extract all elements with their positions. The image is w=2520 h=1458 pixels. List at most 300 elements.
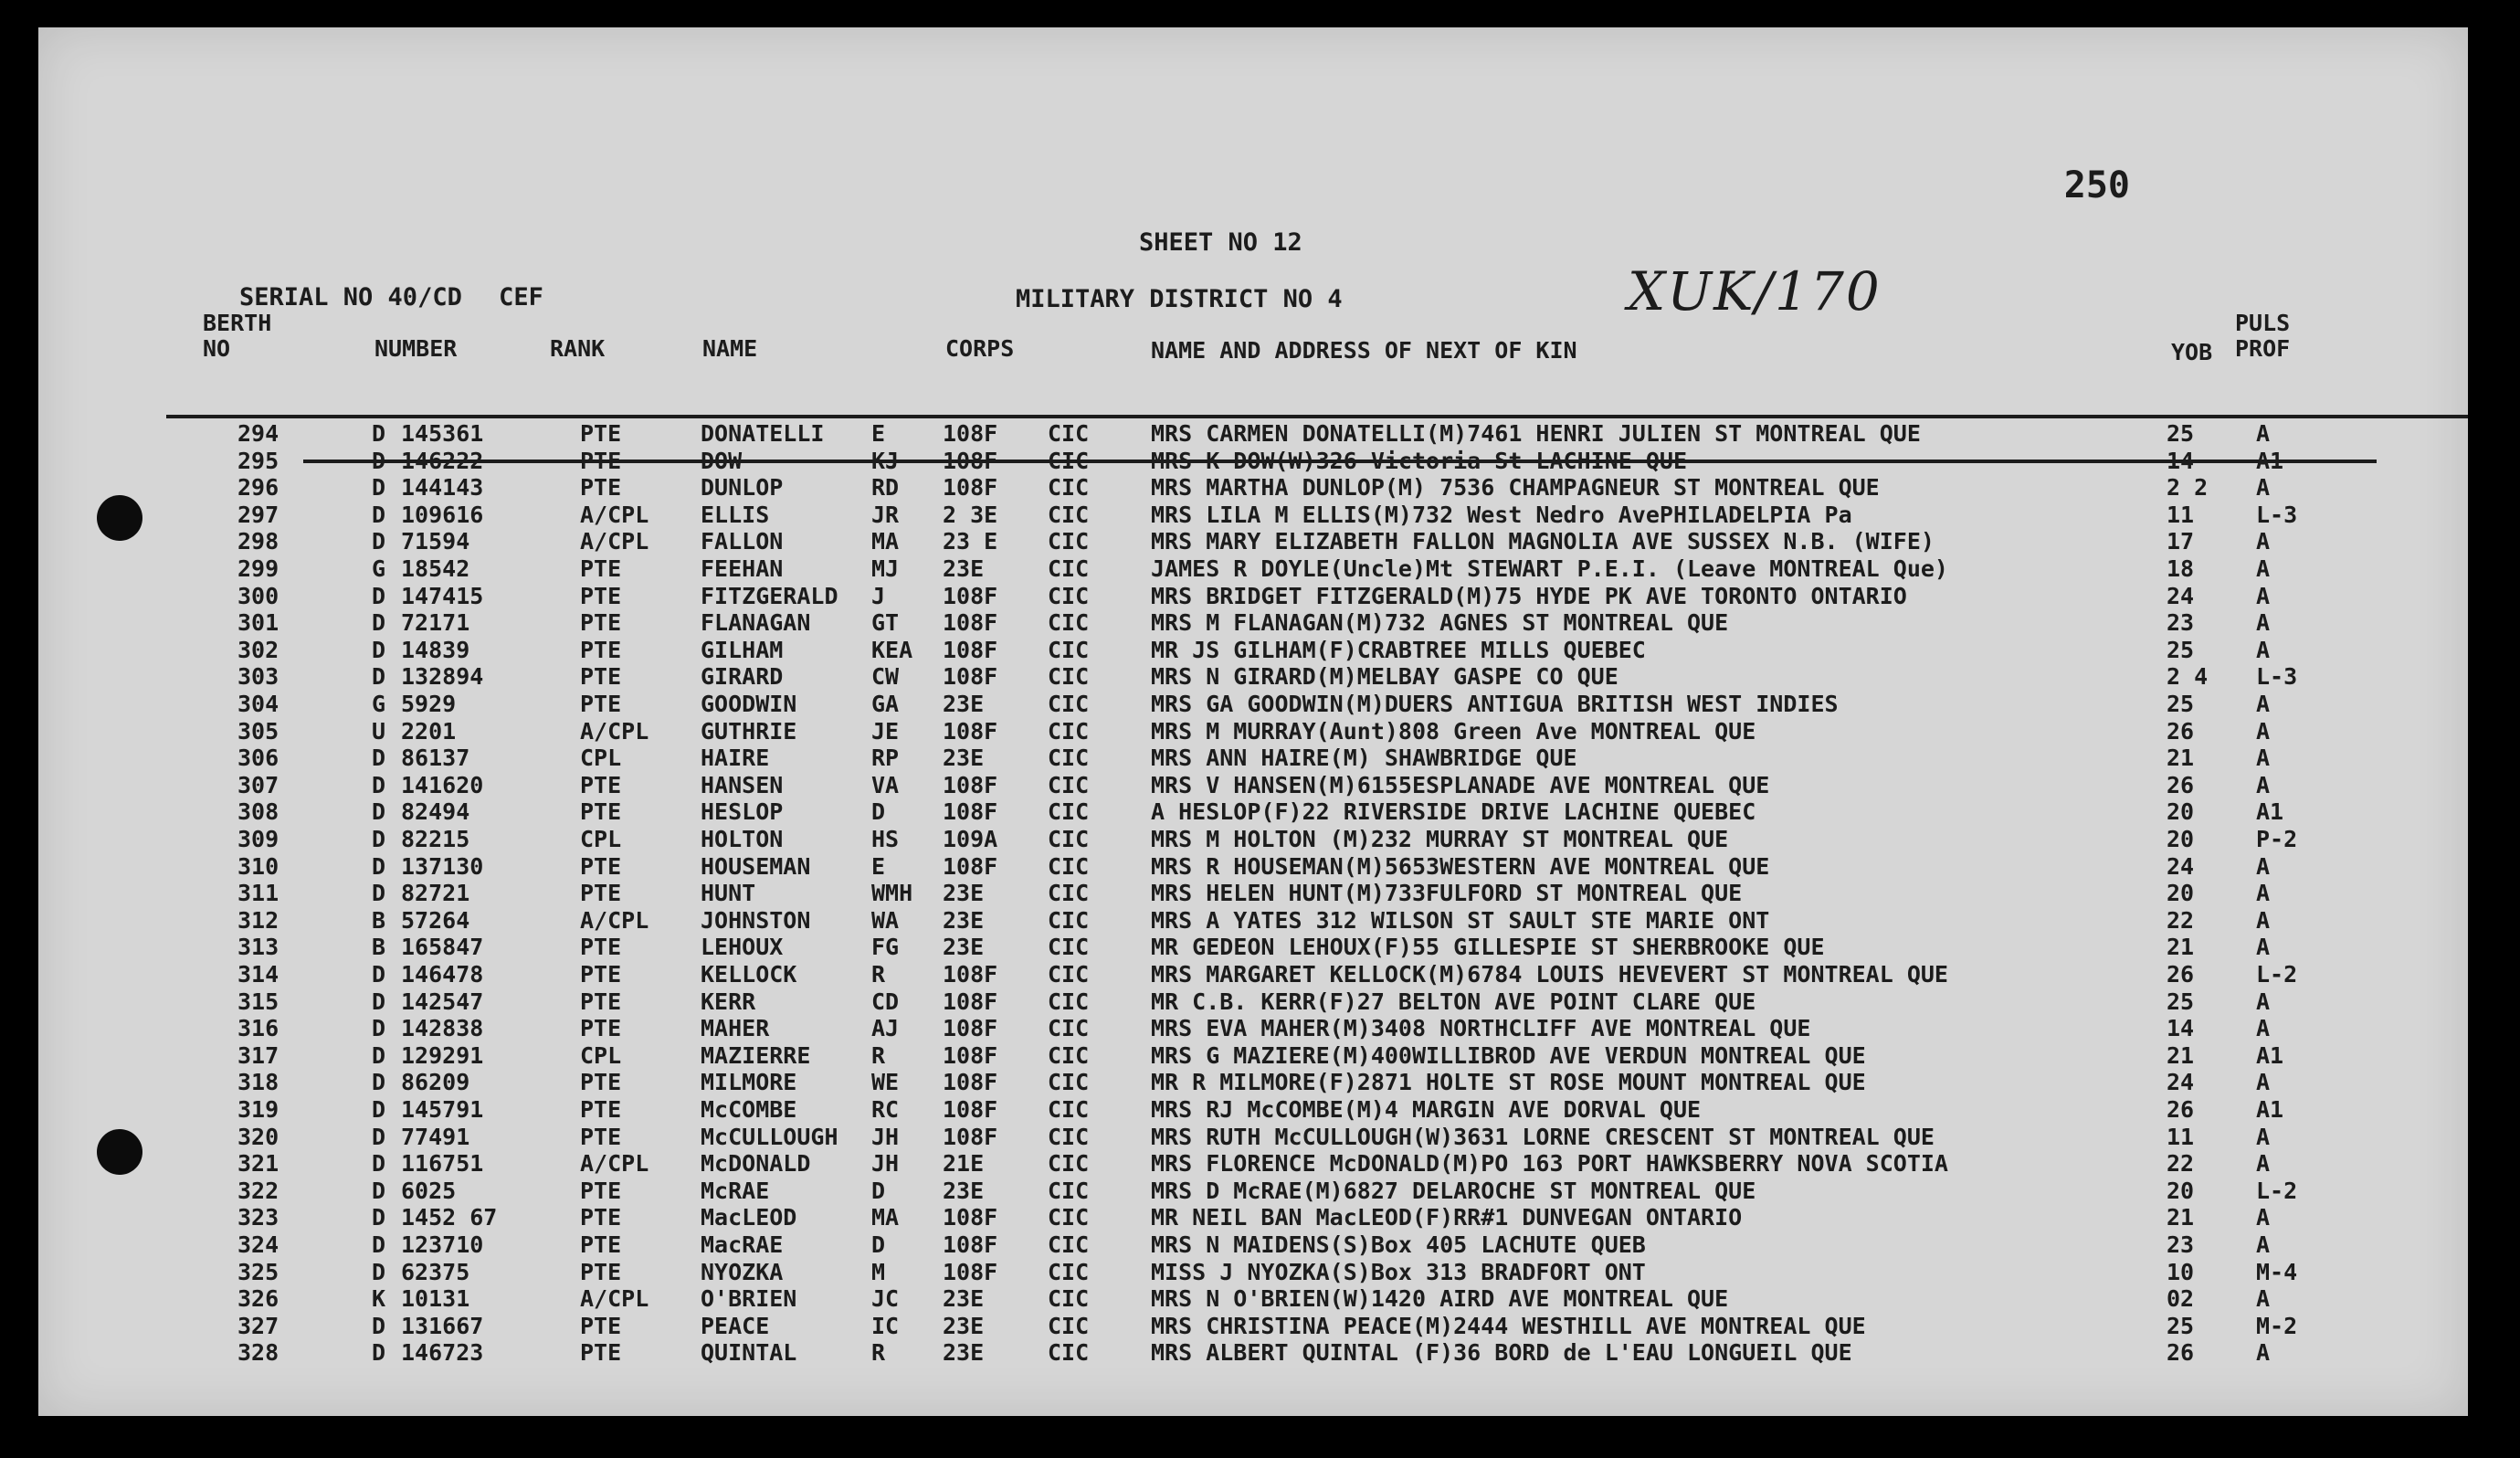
berth-cell: 323 [237,1204,279,1231]
table-row [38,474,2468,502]
rank-cell: PTE [580,609,622,637]
corps-cell: 108F [943,852,998,880]
rank-cell: PTE [580,1312,622,1339]
initials-cell: GA [871,691,900,717]
berth-cell: 314 [237,961,279,988]
next-of-kin-cell: JAMES R DOYLE(Uncle)Mt STEWART P.E.I. (Leave MONTREAL Que) [1151,555,1948,582]
initials-cell: R [871,961,886,988]
berth-cell: 324 [237,1231,279,1258]
rank-cell: PTE [580,1069,622,1096]
number-cell: 146723 [401,1339,484,1367]
berth-cell: 326 [237,1285,279,1313]
number-cell: 62375 [401,1258,470,1285]
prefix-cell: D [372,1204,386,1231]
puls-prof-cell: P-2 [2256,826,2298,852]
number-cell: 1452 67 [401,1204,498,1231]
table-row [38,853,2468,881]
number-cell: 82215 [401,826,470,852]
next-of-kin-cell: MRS FLORENCE McDONALD(M)PO 163 PORT HAWKSBERRY NOVA SCOTIA [1151,1150,1948,1178]
rank-cell: PTE [580,691,622,717]
number-cell: 146478 [401,961,484,988]
prefix-cell: D [372,880,386,907]
puls-prof-cell: M-4 [2256,1258,2298,1285]
puls-prof-cell: A [2256,1123,2271,1150]
unit-cell: CIC [1048,934,1090,961]
surname-cell: O'BRIEN [701,1285,797,1313]
surname-cell: NYOZKA [701,1258,784,1285]
punch-hole-top [97,495,142,541]
surname-cell: McCOMBE [701,1096,797,1123]
puls-prof-cell: L-3 [2256,501,2298,528]
berth-cell: 312 [237,906,279,934]
prefix-cell: G [372,691,386,717]
corps-cell: 2 3E [943,501,998,528]
initials-cell: E [871,420,886,447]
rank-cell: A/CPL [580,501,649,528]
table-row [38,988,2468,1016]
next-of-kin-cell: MRS RUTH McCULLOUGH(W)3631 LORNE CRESCENT ST MONTREAL QUE [1151,1123,1935,1150]
surname-cell: MAHER [701,1015,770,1042]
number-cell: 14839 [401,636,470,663]
rank-cell: PTE [580,1258,622,1285]
next-of-kin-cell: MRS A YATES 312 WILSON ST SAULT STE MARIE ONT [1151,906,1770,934]
surname-cell: FEEHAN [701,555,784,582]
unit-cell: CIC [1048,745,1090,772]
header-yob: YOB [2171,339,2213,365]
table-row [38,961,2468,988]
number-cell: 2201 [401,717,457,745]
initials-cell: HS [871,826,900,852]
next-of-kin-cell: MR GEDEON LEHOUX(F)55 GILLESPIE ST SHERBROOKE QUE [1151,934,1825,961]
prefix-cell: D [372,663,386,691]
table-row [38,609,2468,637]
next-of-kin-cell: MRS BRIDGET FITZGERALD(M)75 HYDE PK AVE TORONTO ONTARIO [1151,582,1907,609]
next-of-kin-cell: MRS G MAZIERE(M)400WILLIBROD AVE VERDUN MONTREAL QUE [1151,1041,1866,1069]
puls-prof-cell: A1 [2256,447,2284,474]
number-cell: 10131 [401,1285,470,1313]
rank-cell: A/CPL [580,717,649,745]
surname-cell: MAZIERRE [701,1041,811,1069]
prefix-cell: B [372,906,386,934]
number-cell: 86209 [401,1069,470,1096]
initials-cell: RC [871,1096,900,1123]
surname-cell: GOODWIN [701,691,797,717]
puls-prof-cell: A [2256,771,2271,798]
prefix-cell: D [372,1041,386,1069]
surname-cell: ELLIS [701,501,770,528]
yob-cell: 17 [2167,528,2195,555]
surname-cell: DONATELLI [701,420,825,447]
table-row [38,745,2468,772]
yob-cell: 26 [2167,961,2195,988]
unit-cell: CIC [1048,771,1090,798]
initials-cell: D [871,1177,886,1204]
prefix-cell: U [372,717,386,745]
header-rank: RANK [550,335,606,362]
puls-prof-cell: L-2 [2256,1177,2298,1204]
rank-cell: A/CPL [580,906,649,934]
number-cell: 147415 [401,582,484,609]
number-cell: 77491 [401,1123,470,1150]
puls-prof-cell: A1 [2256,1096,2284,1123]
number-cell: 82494 [401,798,470,826]
yob-cell: 2 2 [2167,474,2209,502]
rank-cell: PTE [580,420,622,447]
initials-cell: E [871,852,886,880]
rank-cell: PTE [580,663,622,691]
yob-cell: 21 [2167,745,2195,772]
table-row [38,1150,2468,1178]
yob-cell: 24 [2167,852,2195,880]
unit-cell: CIC [1048,691,1090,717]
initials-cell: JH [871,1150,900,1178]
puls-prof-cell: A [2256,852,2271,880]
unit-cell: CIC [1048,1041,1090,1069]
puls-prof-cell: A [2256,880,2271,907]
corps-cell: 108F [943,609,998,637]
table-row [38,583,2468,610]
header-rule [166,415,2468,418]
next-of-kin-cell: A HESLOP(F)22 RIVERSIDE DRIVE LACHINE QUEBEC [1151,798,1756,826]
rank-cell: A/CPL [580,1285,649,1313]
surname-cell: LEHOUX [701,934,784,961]
unit-cell: CIC [1048,528,1090,555]
prefix-cell: D [372,420,386,447]
table-row [38,420,2468,448]
rank-cell: PTE [580,582,622,609]
yob-cell: 20 [2167,880,2195,907]
prefix-cell: D [372,1177,386,1204]
number-cell: 86137 [401,745,470,772]
corps-cell: 21E [943,1150,985,1178]
strikethrough-line [303,460,2377,463]
corps-cell: 108F [943,1231,998,1258]
initials-cell: VA [871,771,900,798]
table-row [38,798,2468,826]
initials-cell: RD [871,474,900,502]
next-of-kin-cell: MRS N MAIDENS(S)Box 405 LACHUTE QUEB [1151,1231,1646,1258]
number-cell: 165847 [401,934,484,961]
rank-cell: PTE [580,852,622,880]
puls-prof-cell: L-3 [2256,663,2298,691]
unit-cell: CIC [1048,826,1090,852]
corps-cell: 108F [943,1258,998,1285]
corps-cell: 108F [943,798,998,826]
yob-cell: 10 [2167,1258,2195,1285]
puls-prof-cell: A [2256,906,2271,934]
corps-cell: 23E [943,745,985,772]
unit-cell: CIC [1048,1015,1090,1042]
table-row [38,1231,2468,1259]
prefix-cell: D [372,1096,386,1123]
yob-cell: 25 [2167,636,2195,663]
initials-cell: CW [871,663,900,691]
rank-cell: PTE [580,1231,622,1258]
initials-cell: RP [871,745,900,772]
corps-cell: 23E [943,1339,985,1367]
table-row [38,1096,2468,1124]
table-row [38,880,2468,907]
handwritten-note: XUK/170 [1628,260,1882,322]
table-row [38,718,2468,745]
berth-cell: 310 [237,852,279,880]
table-row [38,907,2468,935]
corps-cell: 109A [943,826,998,852]
next-of-kin-cell: MRS GA GOODWIN(M)DUERS ANTIGUA BRITISH WEST INDIES [1151,691,1839,717]
next-of-kin-cell: MR NEIL BAN MacLEOD(F)RR#1 DUNVEGAN ONTARIO [1151,1204,1743,1231]
initials-cell: WMH [871,880,913,907]
unit-cell: CIC [1048,636,1090,663]
corps-cell: 108F [943,1123,998,1150]
number-cell: 146222 [401,447,484,474]
rank-cell: PTE [580,1204,622,1231]
unit-cell: CIC [1048,1258,1090,1285]
corps-cell: 23E [943,691,985,717]
unit-cell: CIC [1048,1204,1090,1231]
initials-cell: KEA [871,636,913,663]
initials-cell: CD [871,988,900,1015]
corps-cell: 108F [943,961,998,988]
serial-number: SERIAL NO 40/CD [239,283,462,312]
rank-cell: PTE [580,1123,622,1150]
berth-cell: 295 [237,447,279,474]
yob-cell: 21 [2167,1204,2195,1231]
unit-cell: CIC [1048,663,1090,691]
corps-cell: 108F [943,447,998,474]
berth-cell: 311 [237,880,279,907]
prefix-cell: D [372,609,386,637]
next-of-kin-cell: MRS HELEN HUNT(M)733FULFORD ST MONTREAL QUE [1151,880,1743,907]
next-of-kin-cell: MRS CHRISTINA PEACE(M)2444 WESTHILL AVE MONTREAL QUE [1151,1312,1866,1339]
yob-cell: 26 [2167,717,2195,745]
corps-cell: 23E [943,555,985,582]
number-cell: 132894 [401,663,484,691]
unit-cell: CIC [1048,988,1090,1015]
yob-cell: 20 [2167,1177,2195,1204]
rank-cell: PTE [580,880,622,907]
corps-cell: 23E [943,1177,985,1204]
initials-cell: M [871,1258,886,1285]
next-of-kin-cell: MRS RJ McCOMBE(M)4 MARGIN AVE DORVAL QUE [1151,1096,1702,1123]
yob-cell: 25 [2167,988,2195,1015]
number-cell: 71594 [401,528,470,555]
next-of-kin-cell: MRS ALBERT QUINTAL (F)36 BORD de L'EAU LONGUEIL QUE [1151,1339,1852,1367]
puls-prof-cell: A [2256,1015,2271,1042]
yob-cell: 22 [2167,906,2195,934]
table-row [38,1178,2468,1205]
number-cell: 5929 [401,691,457,717]
number-cell: 137130 [401,852,484,880]
initials-cell: WA [871,906,900,934]
berth-cell: 328 [237,1339,279,1367]
header-berth-no: BERTH NO [203,310,272,362]
puls-prof-cell: A [2256,988,2271,1015]
prefix-cell: D [372,771,386,798]
berth-cell: 308 [237,798,279,826]
header-corps: CORPS [945,335,1015,362]
rank-cell: PTE [580,798,622,826]
sheet-number: SHEET NO 12 [1139,228,1302,257]
yob-cell: 24 [2167,1069,2195,1096]
berth-cell: 319 [237,1096,279,1123]
unit-cell: CIC [1048,1339,1090,1367]
number-cell: 116751 [401,1150,484,1178]
berth-cell: 307 [237,771,279,798]
unit-cell: CIC [1048,906,1090,934]
corps-cell: 23E [943,880,985,907]
berth-cell: 315 [237,988,279,1015]
unit-cell: CIC [1048,501,1090,528]
surname-cell: FALLON [701,528,784,555]
yob-cell: 25 [2167,1312,2195,1339]
initials-cell: JC [871,1285,900,1313]
next-of-kin-cell: MR R MILMORE(F)2871 HOLTE ST ROSE MOUNT MONTREAL QUE [1151,1069,1866,1096]
table-row [38,448,2468,475]
corps-cell: 108F [943,420,998,447]
corps-cell: 108F [943,1041,998,1069]
berth-cell: 313 [237,934,279,961]
surname-cell: GILHAM [701,636,784,663]
unit-cell: CIC [1048,582,1090,609]
next-of-kin-cell: MRS CARMEN DONATELLI(M)7461 HENRI JULIEN ST MONTREAL QUE [1151,420,1921,447]
next-of-kin-cell: MRS EVA MAHER(M)3408 NORTHCLIFF AVE MONTREAL QUE [1151,1015,1811,1042]
surname-cell: HAIRE [701,745,770,772]
table-row [38,1259,2468,1286]
yob-cell: 14 [2167,447,2195,474]
surname-cell: DUNLOP [701,474,784,502]
table-row [38,528,2468,555]
number-cell: 145361 [401,420,484,447]
berth-cell: 306 [237,745,279,772]
table-row [38,691,2468,718]
next-of-kin-cell: MRS MARTHA DUNLOP(M) 7536 CHAMPAGNEUR ST MONTREAL QUE [1151,474,1880,502]
force-label: CEF [499,283,543,312]
surname-cell: KERR [701,988,756,1015]
berth-cell: 305 [237,717,279,745]
surname-cell: HANSEN [701,771,784,798]
unit-cell: CIC [1048,961,1090,988]
corps-cell: 23 E [943,528,998,555]
puls-prof-cell: A [2256,555,2271,582]
number-cell: 82721 [401,880,470,907]
surname-cell: McCULLOUGH [701,1123,838,1150]
table-row [38,1069,2468,1096]
prefix-cell: D [372,1231,386,1258]
puls-prof-cell: A [2256,1204,2271,1231]
berth-cell: 317 [237,1041,279,1069]
initials-cell: WE [871,1069,900,1096]
surname-cell: PEACE [701,1312,770,1339]
number-cell: 141620 [401,771,484,798]
puls-prof-cell: L-2 [2256,961,2298,988]
puls-prof-cell: A [2256,528,2271,555]
rank-cell: CPL [580,745,622,772]
yob-cell: 24 [2167,582,2195,609]
unit-cell: CIC [1048,1231,1090,1258]
next-of-kin-cell: MRS K DOW(W)326 Victoria St LACHINE QUE [1151,447,1687,474]
initials-cell: JR [871,501,900,528]
prefix-cell: D [372,988,386,1015]
puls-prof-cell: A [2256,582,2271,609]
rank-cell: PTE [580,961,622,988]
unit-cell: CIC [1048,555,1090,582]
rank-cell: CPL [580,826,622,852]
initials-cell: GT [871,609,900,637]
puls-prof-cell: A1 [2256,1041,2284,1069]
initials-cell: D [871,798,886,826]
surname-cell: QUINTAL [701,1339,797,1367]
corps-cell: 108F [943,636,998,663]
puls-prof-cell: A [2256,691,2271,717]
surname-cell: HOUSEMAN [701,852,811,880]
initials-cell: R [871,1041,886,1069]
prefix-cell: D [372,1339,386,1367]
rank-cell: PTE [580,934,622,961]
header-next-of-kin: NAME AND ADDRESS OF NEXT OF KIN [1151,337,1577,364]
corps-cell: 108F [943,1069,998,1096]
rank-cell: PTE [580,988,622,1015]
prefix-cell: D [372,636,386,663]
surname-cell: HOLTON [701,826,784,852]
table-row [38,1285,2468,1313]
initials-cell: KJ [871,447,900,474]
yob-cell: 11 [2167,1123,2195,1150]
initials-cell: JH [871,1123,900,1150]
table-row [38,1313,2468,1340]
corps-cell: 23E [943,934,985,961]
yob-cell: 20 [2167,826,2195,852]
surname-cell: MacRAE [701,1231,784,1258]
next-of-kin-cell: MR JS GILHAM(F)CRABTREE MILLS QUEBEC [1151,636,1646,663]
unit-cell: CIC [1048,447,1090,474]
table-row [38,1124,2468,1151]
initials-cell: D [871,1231,886,1258]
surname-cell: GIRARD [701,663,784,691]
puls-prof-cell: A [2256,636,2271,663]
berth-cell: 321 [237,1150,279,1178]
prefix-cell: D [372,826,386,852]
prefix-cell: D [372,528,386,555]
yob-cell: 20 [2167,798,2195,826]
berth-cell: 320 [237,1123,279,1150]
yob-cell: 11 [2167,501,2195,528]
next-of-kin-cell: MR C.B. KERR(F)27 BELTON AVE POINT CLARE QUE [1151,988,1756,1015]
puls-prof-cell: A [2256,745,2271,772]
berth-cell: 303 [237,663,279,691]
surname-cell: GUTHRIE [701,717,797,745]
initials-cell: IC [871,1312,900,1339]
prefix-cell: D [372,1258,386,1285]
berth-cell: 297 [237,501,279,528]
number-cell: 109616 [401,501,484,528]
prefix-cell: G [372,555,386,582]
table-row [38,1204,2468,1231]
corps-cell: 23E [943,1312,985,1339]
next-of-kin-cell: MRS N O'BRIEN(W)1420 AIRD AVE MONTREAL QUE [1151,1285,1729,1313]
header-number: NUMBER [374,335,458,362]
surname-cell: FLANAGAN [701,609,811,637]
rank-cell: PTE [580,447,622,474]
berth-cell: 322 [237,1177,279,1204]
number-cell: 123710 [401,1231,484,1258]
initials-cell: MA [871,1204,900,1231]
next-of-kin-cell: MRS MARY ELIZABETH FALLON MAGNOLIA AVE SUSSEX N.B. (WIFE) [1151,528,1935,555]
yob-cell: 14 [2167,1015,2195,1042]
rank-cell: PTE [580,1015,622,1042]
yob-cell: 26 [2167,1096,2195,1123]
unit-cell: CIC [1048,1096,1090,1123]
puls-prof-cell: A [2256,1150,2271,1178]
